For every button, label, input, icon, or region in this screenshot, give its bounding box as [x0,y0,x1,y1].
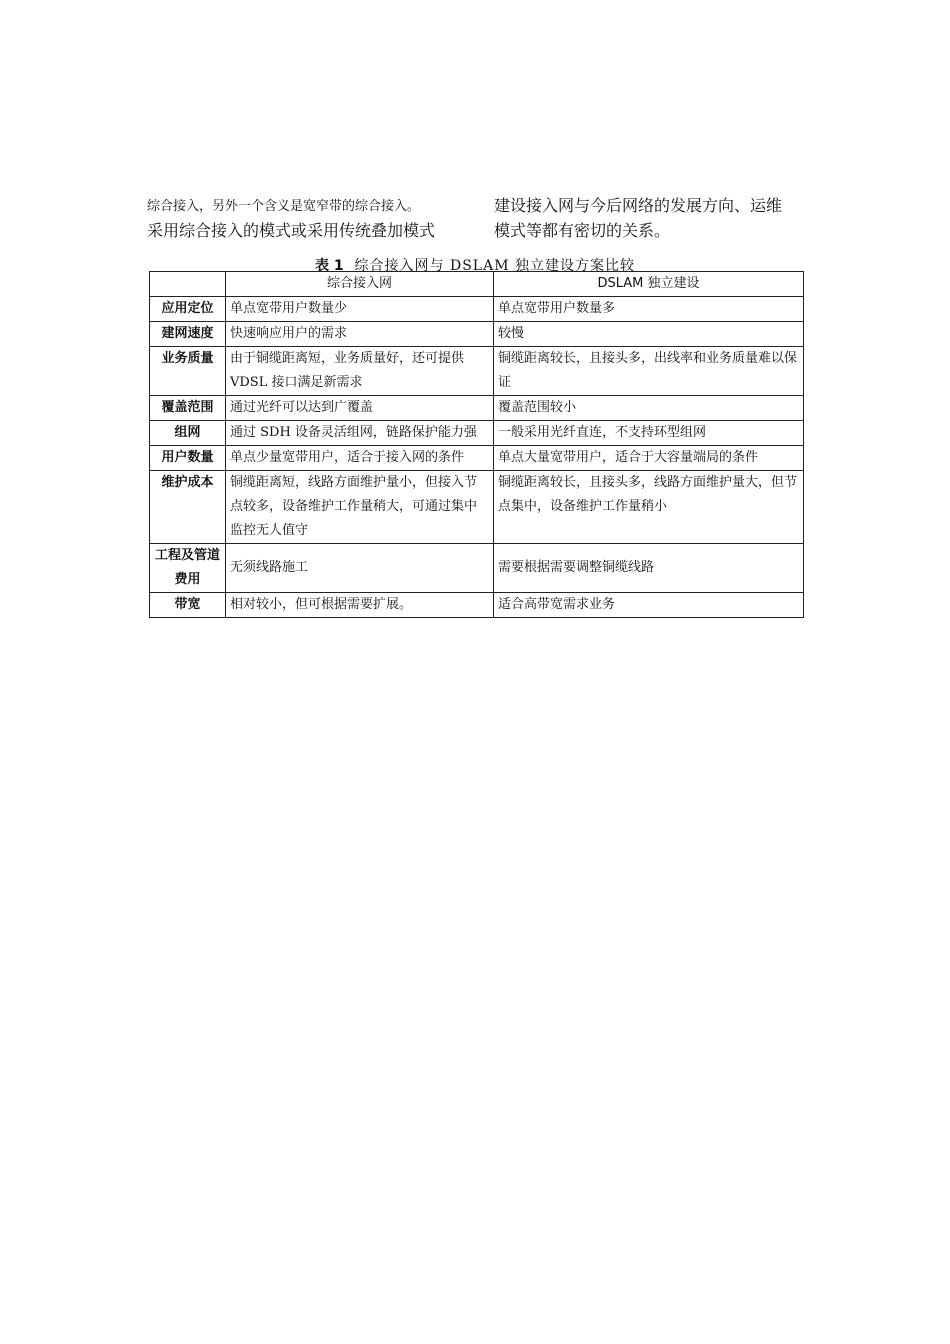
table-row [150,421,804,446]
table-row [150,297,804,322]
row-label: 工程及管道费用 [150,544,226,593]
cell-integrated: 通过 SDH 设备灵活组网，链路保护能力强 [226,421,494,446]
table-row [150,347,804,396]
table-row [150,396,804,421]
cell-dslam: 一般采用光纤直连，不支持环型组网 [494,421,804,446]
header-integrated-access: 综合接入网 [226,272,494,297]
cell-dslam: 适合高带宽需求业务 [494,593,804,618]
row-label: 维护成本 [150,471,226,544]
header-corner [150,272,226,297]
cell-integrated: 无须线路施工 [226,544,494,593]
cell-dslam: 铜缆距离较长，且接头多，出线率和业务质量难以保证 [494,347,804,396]
cell-integrated: 单点宽带用户数量少 [226,297,494,322]
table-row [150,544,804,593]
cell-dslam: 需要根据需要调整铜缆线路 [494,544,804,593]
table-caption-label: 表 1 [315,258,344,274]
table-row [150,593,804,618]
intro-right-line1: 建设接入网与今后网络的发展方向、运维 [494,196,783,215]
cell-dslam: 单点大量宽带用户，适合于大容量端局的条件 [494,446,804,471]
intro-left-line1: 综合接入，另外一个含义是宽窄带的综合接入。 [147,199,421,214]
cell-dslam: 覆盖范围较小 [494,396,804,421]
row-label: 用户数量 [150,446,226,471]
cell-integrated: 单点少量宽带用户，适合于接入网的条件 [226,446,494,471]
row-label: 业务质量 [150,347,226,396]
table-row [150,322,804,347]
intro-right-line2: 模式等都有密切的关系。 [494,221,671,240]
cell-integrated: 由于铜缆距离短，业务质量好，还可提供 VDSL 接口满足新需求 [226,347,494,396]
cell-dslam: 铜缆距离较长，且接头多，线路方面维护量大，但节点集中，设备维护工作量稍小 [494,471,804,544]
table-row [150,471,804,544]
cell-dslam: 较慢 [494,322,804,347]
row-label: 建网速度 [150,322,226,347]
row-label: 应用定位 [150,297,226,322]
row-label: 带宽 [150,593,226,618]
row-label: 组网 [150,421,226,446]
table-header-row [150,272,804,297]
cell-dslam: 单点宽带用户数量多 [494,297,804,322]
table-row [150,446,804,471]
row-label: 覆盖范围 [150,396,226,421]
cell-integrated: 铜缆距离短，线路方面维护量小，但接入节点较多，设备维护工作量稍大，可通过集中监控无人值守 [226,471,494,544]
cell-integrated: 通过光纤可以达到广覆盖 [226,396,494,421]
comparison-table [149,271,804,618]
intro-left-line2: 采用综合接入的模式或采用传统叠加模式 [147,221,436,240]
cell-integrated: 快速响应用户的需求 [226,322,494,347]
header-dslam: DSLAM 独立建设 [494,272,804,297]
cell-integrated: 相对较小，但可根据需要扩展。 [226,593,494,618]
table-caption-text: 综合接入网与 DSLAM 独立建设方案比较 [354,258,635,274]
